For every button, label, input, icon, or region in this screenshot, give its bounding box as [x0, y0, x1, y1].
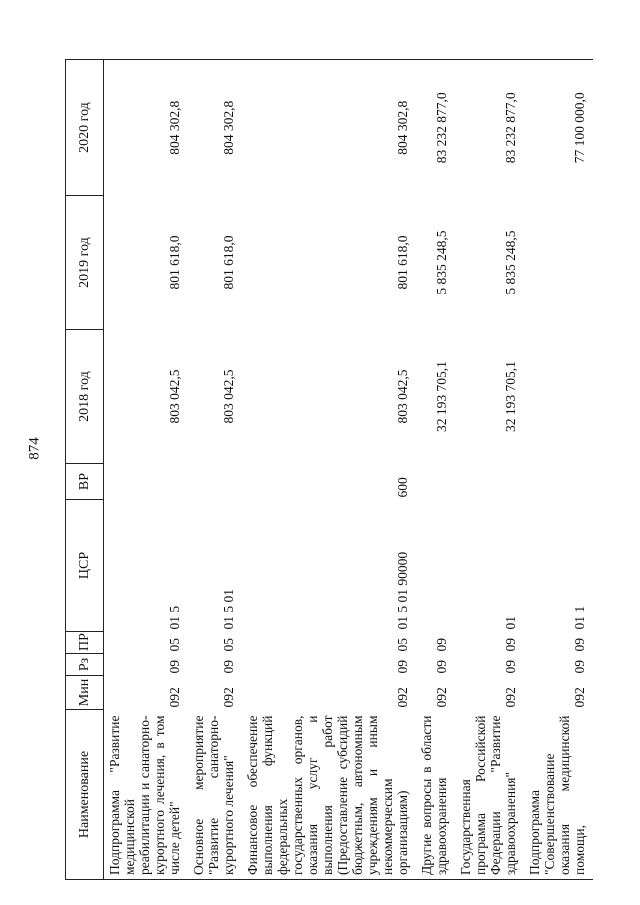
- row-rz: 09: [503, 660, 518, 674]
- row-2019: 5 835 248,5: [503, 230, 518, 295]
- row-pr: 05: [167, 638, 182, 652]
- row-rz: 09: [395, 660, 410, 674]
- row-2019: 801 618,0: [221, 235, 236, 290]
- row-2018: 803 042,5: [167, 369, 182, 424]
- table-header: [66, 60, 104, 880]
- row-name: Подпрограмма "Совершенствование оказания медицинской помощи,: [524, 710, 593, 880]
- row-2018: 32 193 705,1: [434, 361, 449, 432]
- row-csr: 01 5 01: [221, 589, 236, 630]
- row-2019: 5 835 248,5: [434, 230, 449, 295]
- row-rz: 09: [167, 660, 182, 674]
- row-vr: [524, 464, 593, 500]
- table-row: [104, 60, 189, 880]
- header-name: Наименование: [66, 710, 104, 880]
- header-min: Мин: [66, 676, 104, 710]
- row-pr: 09: [434, 638, 449, 652]
- table-row: [455, 60, 524, 880]
- header-2020: 2020 год: [66, 60, 104, 196]
- row-name: Основное мероприятие "Развитие санаторно-курортного лечения": [188, 710, 242, 880]
- row-min: 092: [572, 687, 587, 708]
- row-rz: 09: [221, 660, 236, 674]
- row-pr: 05: [395, 638, 410, 652]
- header-pr: ПР: [66, 632, 104, 654]
- header-vr: ВР: [66, 464, 104, 500]
- row-2018: 803 042,5: [221, 369, 236, 424]
- header-2019: 2019 год: [66, 196, 104, 330]
- row-2020: 804 302,8: [104, 60, 189, 196]
- row-vr: [104, 464, 189, 500]
- row-2018: 32 193 705,1: [503, 361, 518, 432]
- row-pr: 05: [221, 638, 236, 652]
- table-row: [416, 60, 455, 880]
- row-2020: 77 100 000,0: [524, 60, 593, 196]
- row-2019: 801 618,0: [167, 235, 182, 290]
- row-2020: 83 232 877,0: [455, 60, 524, 196]
- row-rz: 09: [572, 660, 587, 674]
- row-vr: [416, 464, 455, 500]
- row-csr: 01 5 01 90000: [395, 551, 410, 630]
- row-min: 092: [503, 687, 518, 708]
- header-rz: Рз: [66, 654, 104, 676]
- row-vr: 600: [395, 477, 410, 498]
- row-csr: 01 5: [167, 605, 182, 630]
- row-min: 092: [221, 687, 236, 708]
- header-csr: ЦСР: [66, 500, 104, 632]
- row-csr: [416, 500, 455, 632]
- row-min: 092: [167, 687, 182, 708]
- row-rz: 09: [434, 660, 449, 674]
- row-pr: 09: [503, 638, 518, 652]
- row-min: 092: [434, 687, 449, 708]
- row-min: 092: [395, 687, 410, 708]
- row-name: Подпрограмма "Развитие медицинской реабилитации и санаторно-курортного лечения, в том числе детей": [104, 710, 189, 880]
- row-2020: 83 232 877,0: [416, 60, 455, 196]
- row-name: Другие вопросы в области здравоохранения: [416, 710, 455, 880]
- table-row: [524, 60, 593, 880]
- row-2018: [524, 330, 593, 464]
- row-2019: 801 618,0: [395, 235, 410, 290]
- row-2020: 804 302,8: [242, 60, 416, 196]
- row-2020: 804 302,8: [188, 60, 242, 196]
- row-name: Государственная программа Российской Федерации "Развитие здравоохранения": [455, 710, 524, 880]
- row-vr: [188, 464, 242, 500]
- row-name: Финансовое обеспечение выполнения функций федеральных государственных органов, оказания услуг и выполнения работ (Предоставление субсидий бюджетным, автономным учреждениям и иным некоммерческим организациям): [242, 710, 416, 880]
- table-row: [188, 60, 242, 880]
- page-number: 874: [26, 437, 43, 460]
- budget-table: [65, 59, 593, 880]
- row-2019: [524, 196, 593, 330]
- row-vr: [455, 464, 524, 500]
- table-row: [242, 60, 416, 880]
- row-2018: 803 042,5: [395, 369, 410, 424]
- row-pr: 09: [572, 638, 587, 652]
- header-2018: 2018 год: [66, 330, 104, 464]
- rotated-table-page: [65, 60, 610, 880]
- row-csr: 01: [503, 616, 518, 630]
- row-csr: 01 1: [572, 605, 587, 630]
